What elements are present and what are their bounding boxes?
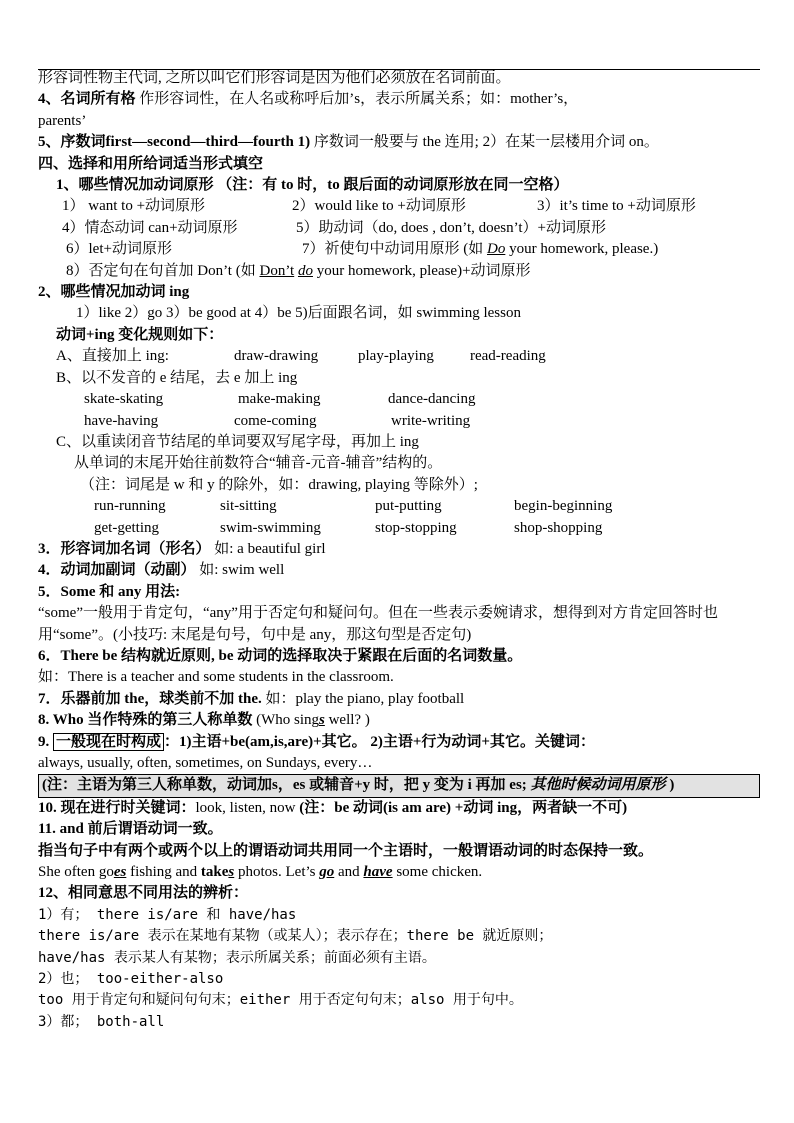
text-line: 指当句子中有两个或两个以上的谓语动词共用同一个主语时，一般谓语动词的时态保持一致。 [38,842,654,859]
text: 作形容词性，在人名或称呼后加’s，表示所属关系；如：mother’s， [135,91,579,108]
text-line: have/has 表示某人有某物；表示所属关系；前面必须有主语。 [38,949,436,966]
text-line [38,239,760,260]
list-item: 1） want to +动词原形 [62,198,206,215]
text-line: parents’ [38,112,87,129]
text-line: skate-skating make-making dance-dancing [84,391,476,408]
text-line [38,218,760,239]
section-heading: 11. and 前后谓语动词一致。 [38,821,223,838]
text-line [38,89,760,110]
text-line: She often goes fishing and takes photos. Let’s go and have some chicken. [38,864,483,881]
list-item: 7）祈使句中动词用原形 (如 Do your homework, please.) [302,241,659,258]
section-heading: 4、名词所有格 [38,91,136,108]
section-heading: 6．There be 结构就近原则, be 动词的选择取决于紧跟在后面的名词数量。 [38,647,523,664]
text-line: 9. 一般现在时构成 ：1)主语+be(am,is,are)+其它。 2)主语+行为动词+其它。关键词： [38,733,595,750]
section-heading: 2、哪些情况加动词 ing [38,284,190,301]
boxed-term: 一般现在时构成 [53,733,164,751]
text-line: 2）也； too-either-also [38,971,224,988]
text-line: 1）有； there is/are 和 have/has [38,906,297,923]
list-item: 6）let+动词原形 [66,241,172,258]
text-line: 3）都； both-all [38,1013,165,1030]
text-line: 1）like 2）go 3）be good at 4）be 5)后面跟名词，如 swimming lesson [76,305,521,322]
text-line: have-having come-coming write-writing [84,412,471,429]
text-line: 形容词性物主代词, 之所以叫它们形容词是因为他们必须放在名词前面。 [38,70,511,86]
section-heading: 5．Some 和 any 用法: [38,583,181,600]
text-line [38,132,760,153]
text-line: 8. Who 当作特殊的第三人称单数 (Who sings well? ) [38,712,370,729]
list-item: 5）助动词（do, does , don’t, doesn’t）+动词原形 [296,219,606,236]
subheading: 动词+ing 变化规则如下： [56,326,224,343]
text-line: A、直接加上 ing: draw-drawing play-playing read-reading [56,348,546,365]
text-line: B、以不发音的 e 结尾，去 e 加上 ing [56,369,298,386]
section-heading: 1、哪些情况加动词原形 （注：有 to 时，to 跟后面的动词原形放在同一空格） [56,177,569,194]
text-line: 7．乐器前加 the，球类前不加 the. 如：play the piano, play football [38,690,465,707]
text-line: run-running sit-sitting put-putting begin-beginning [94,498,613,515]
text-line: 4．动词加副词（动副） 如: swim well [38,562,285,579]
text-line: 3．形容词加名词（形名） 如: a beautiful girl [38,540,326,557]
list-item: 2）would like to +动词原形 [292,198,466,215]
list-item: 3）it’s time to +动词原形 [537,198,696,215]
text-line [38,196,760,217]
list-item: 4）情态动词 can+动词原形 [62,219,238,236]
text-line: always, usually, often, sometimes, on Sundays, every… [38,754,373,771]
section-heading: 12、相同意思不同用法的辨析： [38,885,249,902]
text-line: 10. 现在进行时关键词：look, listen, now (注：be 动词(is am are) +动词 ing，两者缺一不可) [38,799,628,816]
text-line: 如：There is a teacher and some students in the classroom. [38,669,394,686]
text-line: C、以重读闭音节结尾的单词要双写尾字母，再加上 ing [56,433,419,450]
text-line: get-getting swim-swimming stop-stopping shop-shopping [94,519,603,536]
paragraph: “some”一般用于肯定句，“any”用于否定句和疑问句。但在一些表示委婉请求，想得到对方肯定回答时也用“some”。(小技巧: 末尾是句号，句中是 any，那这句型是否定句) [38,605,718,643]
text-line: 从单词的末尾开始往前数符合“辅音-元音-辅音”结构的。 [74,455,443,472]
text: 序数词一般要与 the 连用; 2）在某一层楼用介词 on。 [310,134,659,151]
note-box: (注：主语为第三人称单数，动词加s，es 或辅音+y 时，把 y 变为 i 再加 es; 其他时候动词用原形 ) [38,774,760,797]
text-line: （注：词尾是 w 和 y 的除外，如：drawing, playing 等除外）; [80,476,478,493]
text-line: there is/are 表示在某地有某物（或某人）；表示存在；there be 就近原则； [38,928,553,945]
section-heading: 5、序数词first—second—third—fourth 1) [38,134,311,151]
chapter-heading: 四、选择和用所给词适当形式填空 [38,155,264,172]
text-line: 8）否定句在句首加 Don’t (如 Don’t do your homework, please)+动词原形 [66,262,531,279]
document-page [38,68,760,1033]
text-line: too 用于肯定句和疑问句句末；either 用于否定句句末；also 用于句中。 [38,992,523,1009]
